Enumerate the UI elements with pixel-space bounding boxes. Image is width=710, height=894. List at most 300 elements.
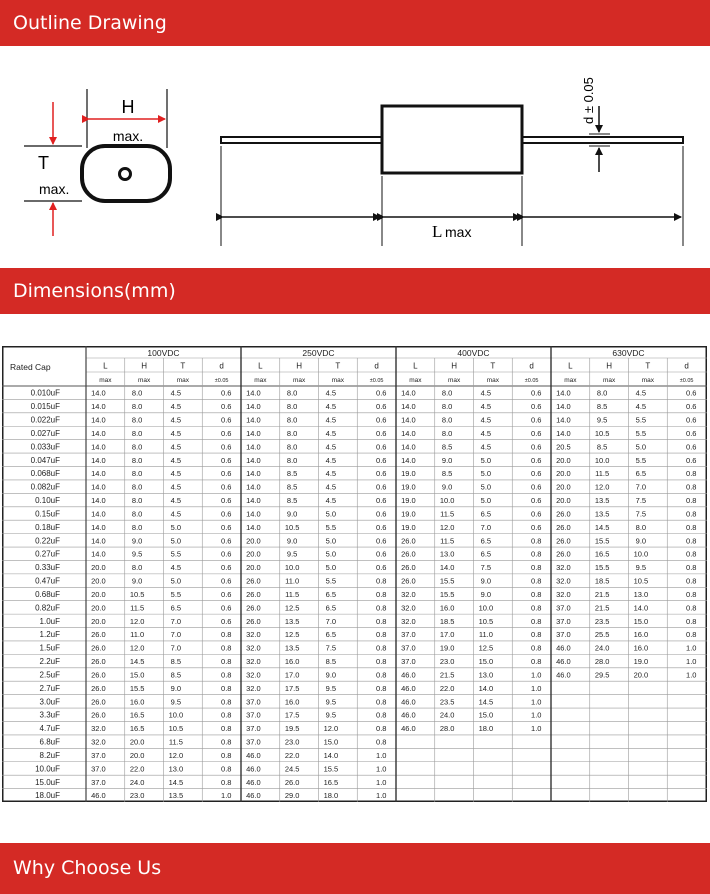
table-cell: 11.5	[595, 469, 610, 479]
table-cell: 46.0	[91, 791, 106, 801]
table-cell: 8.0	[286, 402, 298, 412]
table-cell: 28.0	[439, 724, 455, 734]
table-cell: 9.5	[325, 697, 337, 707]
table-cell: 8.0	[441, 388, 453, 398]
table-cell: 26.0	[556, 522, 571, 532]
why-choose-us-banner	[0, 843, 710, 894]
table-cell: 8.5	[596, 442, 608, 452]
table-cell: 8.0	[441, 415, 453, 425]
table-cell: 0.6	[221, 455, 232, 465]
table-cell: 0.8	[221, 764, 232, 774]
table-cell: 0.6	[221, 616, 232, 626]
table-cell: 15.0	[129, 670, 145, 680]
rated-cap-value: 10.0uF	[35, 764, 60, 774]
table-cell: 46.0	[556, 670, 571, 680]
table-cell: 26.0	[91, 697, 106, 707]
voltage-group-header: 400VDC	[457, 348, 490, 358]
table-cell: 11.0	[130, 630, 145, 640]
table-cell: 28.0	[594, 657, 610, 667]
table-cell: 23.5	[594, 616, 610, 626]
table-cell: 26.0	[246, 589, 261, 599]
table-cell: 32.0	[401, 603, 416, 613]
table-cell: 16.5	[594, 549, 610, 559]
rated-cap-value: 0.022uF	[30, 415, 60, 425]
column-unit: max	[409, 377, 422, 384]
table-cell: 13.5	[284, 616, 300, 626]
table-cell: 26.0	[556, 536, 571, 546]
dimensions-table	[2, 346, 707, 802]
table-cell: 26.0	[91, 657, 106, 667]
table-cell: 13.5	[594, 496, 610, 506]
table-cell: 20.0	[556, 455, 571, 465]
table-cell: 26.0	[401, 549, 416, 559]
table-cell: 0.6	[376, 442, 387, 452]
table-cell: 1.0	[531, 670, 542, 680]
table-cell: 9.0	[286, 509, 298, 519]
column-header-l: L	[103, 361, 108, 371]
table-cell: 4.5	[480, 442, 492, 452]
rated-cap-header: Rated Cap	[10, 362, 51, 372]
rated-cap-value: 3.0uF	[39, 697, 60, 707]
rated-cap-value: 1.0uF	[39, 616, 60, 626]
table-cell: 32.0	[556, 563, 571, 573]
table-cell: 8.0	[131, 509, 143, 519]
table-cell: 4.5	[170, 469, 182, 479]
table-cell: 14.0	[91, 469, 106, 479]
table-cell: 0.8	[531, 616, 542, 626]
table-cell: 5.5	[635, 455, 647, 465]
table-cell: 0.8	[221, 777, 232, 787]
column-header-t: T	[180, 361, 186, 371]
table-cell: 16.0	[633, 643, 649, 653]
table-cell: 0.6	[221, 415, 232, 425]
table-cell: 1.0	[686, 643, 697, 653]
table-cell: 9.0	[480, 589, 492, 599]
table-cell: 7.5	[635, 496, 647, 506]
table-cell: 46.0	[246, 750, 261, 760]
table-cell: 4.5	[325, 442, 337, 452]
table-cell: 10.0	[594, 455, 610, 465]
why-choose-us-title: Why Choose Us	[13, 857, 162, 879]
table-cell: 19.0	[401, 482, 416, 492]
table-cell: 23.5	[439, 697, 455, 707]
table-cell: 12.0	[439, 522, 455, 532]
column-unit: max	[176, 377, 190, 384]
table-cell: 8.5	[286, 496, 298, 506]
table-cell: 0.8	[376, 589, 387, 599]
table-cell: 16.5	[129, 710, 145, 720]
table-cell: 22.0	[439, 683, 455, 693]
table-cell: 1.0	[531, 683, 542, 693]
table-cell: 7.0	[170, 643, 182, 653]
table-cell: 37.0	[91, 764, 106, 774]
table-cell: 5.0	[325, 509, 337, 519]
table-cell: 0.6	[376, 509, 387, 519]
table-cell: 0.6	[376, 536, 387, 546]
table-cell: 10.0	[284, 563, 300, 573]
table-cell: 4.5	[635, 402, 647, 412]
table-cell: 0.8	[376, 643, 387, 653]
table-cell: 14.0	[246, 455, 261, 465]
table-cell: 16.0	[284, 697, 300, 707]
table-cell: 10.5	[168, 724, 184, 734]
table-cell: 14.0	[91, 415, 106, 425]
table-cell: 14.0	[246, 496, 261, 506]
column-unit: max	[292, 377, 306, 384]
table-cell: 9.5	[131, 549, 143, 559]
table-cell: 15.5	[594, 563, 610, 573]
table-cell: 24.0	[439, 710, 455, 720]
table-cell: 6.5	[325, 630, 337, 640]
table-cell: 20.0	[91, 563, 106, 573]
table-cell: 46.0	[401, 683, 416, 693]
table-cell: 6.5	[325, 589, 337, 599]
table-cell: 0.8	[686, 576, 697, 586]
table-cell: 5.5	[325, 576, 337, 586]
table-cell: 0.8	[531, 536, 542, 546]
table-cell: 20.0	[246, 549, 261, 559]
table-cell: 14.5	[129, 657, 145, 667]
table-cell: 4.5	[170, 402, 182, 412]
table-cell: 0.8	[376, 737, 387, 747]
h-max-label: max.	[112, 128, 144, 144]
table-cell: 22.0	[129, 764, 145, 774]
h-label: H	[121, 97, 135, 117]
column-unit: ±0.05	[214, 378, 229, 384]
table-cell: 14.0	[633, 603, 649, 613]
table-cell: 0.8	[686, 469, 697, 479]
table-cell: 0.8	[686, 589, 697, 599]
table-cell: 9.0	[635, 536, 647, 546]
table-cell: 8.5	[441, 442, 453, 452]
rated-cap-value: 2.7uF	[39, 683, 60, 693]
table-cell: 13.0	[439, 549, 455, 559]
table-cell: 8.0	[596, 388, 608, 398]
column-unit: max	[602, 377, 616, 384]
table-cell: 12.5	[478, 643, 494, 653]
table-cell: 4.5	[480, 415, 492, 425]
table-cell: 15.0	[633, 616, 649, 626]
table-cell: 8.5	[286, 482, 298, 492]
table-cell: 15.5	[323, 764, 339, 774]
table-cell: 46.0	[556, 643, 571, 653]
table-cell: 0.6	[686, 388, 697, 398]
table-cell: 0.6	[376, 415, 387, 425]
table-cell: 4.5	[325, 428, 337, 438]
table-cell: 6.5	[635, 469, 647, 479]
table-cell: 0.8	[686, 522, 697, 532]
table-cell: 0.6	[376, 563, 387, 573]
table-cell: 0.6	[221, 563, 232, 573]
table-cell: 37.0	[91, 750, 106, 760]
table-cell: 26.0	[246, 603, 261, 613]
table-cell: 0.8	[221, 683, 232, 693]
table-cell: 4.5	[325, 415, 337, 425]
table-cell: 0.8	[376, 603, 387, 613]
table-cell: 37.0	[91, 777, 106, 787]
column-header-h: H	[606, 361, 613, 371]
table-cell: 14.0	[401, 402, 416, 412]
table-cell: 18.0	[478, 724, 494, 734]
table-cell: 9.0	[441, 482, 453, 492]
table-cell: 0.6	[221, 482, 232, 492]
l-label: L	[432, 222, 443, 241]
table-cell: 14.0	[246, 442, 261, 452]
table-cell: 0.8	[686, 603, 697, 613]
table-cell: 26.0	[401, 536, 416, 546]
table-cell: 20.0	[129, 750, 145, 760]
column-unit: max	[486, 377, 500, 384]
voltage-group-header: 100VDC	[147, 348, 180, 358]
rated-cap-value: 0.82uF	[35, 603, 60, 613]
table-cell: 4.5	[170, 509, 182, 519]
table-cell: 46.0	[401, 670, 416, 680]
voltage-group-header: 630VDC	[612, 348, 645, 358]
table-cell: 32.0	[91, 724, 106, 734]
table-cell: 1.0	[221, 791, 232, 801]
table-cell: 10.0	[478, 603, 494, 613]
rated-cap-value: 0.027uF	[30, 428, 60, 438]
column-unit: max	[331, 377, 345, 384]
table-cell: 37.0	[556, 630, 571, 640]
table-cell: 14.5	[478, 697, 494, 707]
table-cell: 4.5	[170, 415, 182, 425]
table-cell: 0.6	[531, 522, 542, 532]
table-cell: 29.5	[594, 670, 610, 680]
table-cell: 0.8	[376, 616, 387, 626]
table-cell: 46.0	[401, 697, 416, 707]
table-cell: 8.5	[286, 469, 298, 479]
table-cell: 13.5	[284, 643, 300, 653]
table-cell: 9.0	[286, 536, 298, 546]
table-cell: 14.0	[401, 428, 416, 438]
table-cell: 1.0	[531, 697, 542, 707]
table-cell: 20.0	[556, 496, 571, 506]
table-cell: 1.0	[531, 710, 542, 720]
table-cell: 0.6	[221, 388, 232, 398]
table-cell: 4.5	[325, 388, 337, 398]
outline-drawing	[0, 46, 710, 268]
table-cell: 46.0	[556, 657, 571, 667]
table-cell: 13.5	[168, 791, 184, 801]
table-cell: 14.0	[246, 522, 261, 532]
rated-cap-value: 1.5uF	[39, 643, 60, 653]
table-cell: 5.0	[480, 469, 492, 479]
table-cell: 14.0	[246, 428, 261, 438]
table-cell: 7.0	[635, 482, 647, 492]
table-cell: 21.5	[594, 589, 610, 599]
table-cell: 16.5	[129, 724, 145, 734]
table-cell: 0.8	[531, 630, 542, 640]
rated-cap-value: 0.18uF	[35, 522, 60, 532]
table-cell: 6.5	[170, 603, 182, 613]
table-cell: 0.6	[221, 522, 232, 532]
table-cell: 26.0	[556, 549, 571, 559]
table-cell: 29.0	[284, 791, 300, 801]
table-cell: 16.0	[439, 603, 455, 613]
table-cell: 0.6	[376, 402, 387, 412]
table-cell: 13.0	[478, 670, 494, 680]
table-cell: 15.5	[439, 576, 455, 586]
rated-cap-value: 2.5uF	[39, 670, 60, 680]
table-cell: 4.5	[170, 428, 182, 438]
table-cell: 26.0	[91, 683, 106, 693]
table-cell: 0.8	[686, 482, 697, 492]
table-cell: 8.0	[131, 482, 143, 492]
table-cell: 0.6	[376, 522, 387, 532]
table-cell: 1.0	[531, 724, 542, 734]
table-cell: 5.0	[170, 536, 182, 546]
table-cell: 10.0	[439, 496, 455, 506]
table-cell: 0.8	[376, 670, 387, 680]
table-cell: 12.0	[594, 482, 610, 492]
table-cell: 8.5	[596, 402, 608, 412]
table-cell: 13.0	[633, 589, 649, 599]
table-cell: 0.6	[221, 509, 232, 519]
table-cell: 32.0	[91, 737, 106, 747]
table-cell: 5.0	[480, 482, 492, 492]
table-cell: 4.5	[480, 402, 492, 412]
table-cell: 0.6	[531, 442, 542, 452]
table-cell: 8.0	[286, 442, 298, 452]
table-cell: 8.5	[170, 657, 182, 667]
column-header-t: T	[490, 361, 496, 371]
table-cell: 7.0	[480, 522, 492, 532]
column-header-l: L	[258, 361, 263, 371]
table-cell: 14.0	[556, 402, 571, 412]
table-cell: 7.5	[325, 643, 337, 653]
table-cell: 4.5	[170, 442, 182, 452]
table-cell: 1.0	[686, 670, 697, 680]
rated-cap-value: 1.2uF	[39, 630, 60, 640]
side-view	[221, 77, 683, 246]
table-cell: 20.0	[129, 737, 145, 747]
table-cell: 8.0	[286, 428, 298, 438]
table-cell: 14.0	[556, 428, 571, 438]
table-cell: 1.0	[376, 777, 387, 787]
table-cell: 24.0	[129, 777, 145, 787]
table-cell: 8.0	[131, 388, 143, 398]
table-cell: 0.6	[221, 496, 232, 506]
table-cell: 21.5	[594, 603, 610, 613]
rated-cap-value: 18.0uF	[35, 791, 60, 801]
table-cell: 46.0	[401, 724, 416, 734]
table-cell: 0.6	[531, 469, 542, 479]
table-cell: 0.8	[376, 697, 387, 707]
table-cell: 19.0	[401, 469, 416, 479]
column-header-h: H	[296, 361, 303, 371]
table-cell: 11.5	[130, 603, 145, 613]
table-cell: 0.8	[531, 643, 542, 653]
table-cell: 14.0	[478, 683, 494, 693]
table-cell: 0.6	[376, 549, 387, 559]
table-cell: 14.0	[91, 402, 106, 412]
column-header-t: T	[645, 361, 651, 371]
table-cell: 32.0	[246, 683, 261, 693]
outline-drawing-title: Outline Drawing	[13, 12, 167, 34]
column-header-d: d	[529, 361, 534, 371]
rated-cap-value: 3.3uF	[39, 710, 60, 720]
column-unit: max	[564, 377, 577, 384]
table-cell: 22.0	[284, 750, 300, 760]
table-cell: 0.8	[376, 710, 387, 720]
table-cell: 20.0	[633, 670, 649, 680]
table-cell: 0.8	[686, 496, 697, 506]
table-cell: 20.0	[246, 536, 261, 546]
table-cell: 32.0	[246, 657, 261, 667]
table-cell: 11.5	[285, 589, 300, 599]
table-cell: 9.5	[596, 415, 608, 425]
table-cell: 5.0	[480, 455, 492, 465]
column-header-d: d	[374, 361, 379, 371]
table-cell: 9.5	[635, 563, 647, 573]
table-cell: 9.0	[131, 536, 143, 546]
table-cell: 8.0	[131, 496, 143, 506]
table-cell: 1.0	[376, 791, 387, 801]
table-cell: 37.0	[401, 643, 416, 653]
column-header-l: L	[568, 361, 573, 371]
table-cell: 11.0	[285, 576, 300, 586]
rated-cap-value: 0.27uF	[35, 549, 60, 559]
table-cell: 14.0	[246, 482, 261, 492]
table-cell: 8.0	[441, 402, 453, 412]
table-cell: 14.0	[91, 496, 106, 506]
rated-cap-value: 0.68uF	[35, 589, 60, 599]
column-unit: max	[254, 377, 267, 384]
table-cell: 19.0	[633, 657, 649, 667]
table-cell: 5.5	[635, 415, 647, 425]
table-cell: 4.5	[325, 482, 337, 492]
table-cell: 12.5	[284, 630, 300, 640]
table-cell: 6.5	[480, 549, 492, 559]
table-cell: 14.0	[323, 750, 339, 760]
table-cell: 20.0	[246, 563, 261, 573]
table-cell: 4.5	[325, 455, 337, 465]
table-cell: 10.5	[129, 589, 145, 599]
table-cell: 12.0	[323, 724, 339, 734]
table-cell: 10.5	[284, 522, 300, 532]
table-cell: 26.0	[91, 670, 106, 680]
table-cell: 0.6	[221, 549, 232, 559]
table-cell: 5.0	[325, 549, 337, 559]
table-cell: 14.0	[91, 522, 106, 532]
rated-cap-value: 8.2uF	[39, 750, 60, 760]
table-cell: 7.0	[170, 616, 182, 626]
table-cell: 24.0	[594, 643, 610, 653]
table-cell: 0.6	[376, 428, 387, 438]
column-header-h: H	[141, 361, 148, 371]
table-cell: 0.6	[531, 455, 542, 465]
table-cell: 0.8	[686, 616, 697, 626]
table-cell: 0.6	[376, 482, 387, 492]
table-cell: 21.5	[439, 670, 455, 680]
table-cell: 14.0	[91, 549, 106, 559]
table-cell: 9.0	[131, 576, 143, 586]
table-cell: 0.8	[686, 536, 697, 546]
table-cell: 19.0	[401, 496, 416, 506]
table-cell: 25.5	[594, 630, 610, 640]
table-cell: 26.0	[246, 616, 261, 626]
table-cell: 0.6	[376, 455, 387, 465]
table-cell: 9.0	[480, 576, 492, 586]
table-cell: 8.0	[131, 469, 143, 479]
table-cell: 8.0	[131, 563, 143, 573]
table-cell: 0.8	[686, 549, 697, 559]
table-cell: 6.5	[325, 603, 337, 613]
table-cell: 11.5	[440, 509, 455, 519]
table-cell: 0.8	[376, 683, 387, 693]
rated-cap-value: 6.8uF	[39, 737, 60, 747]
